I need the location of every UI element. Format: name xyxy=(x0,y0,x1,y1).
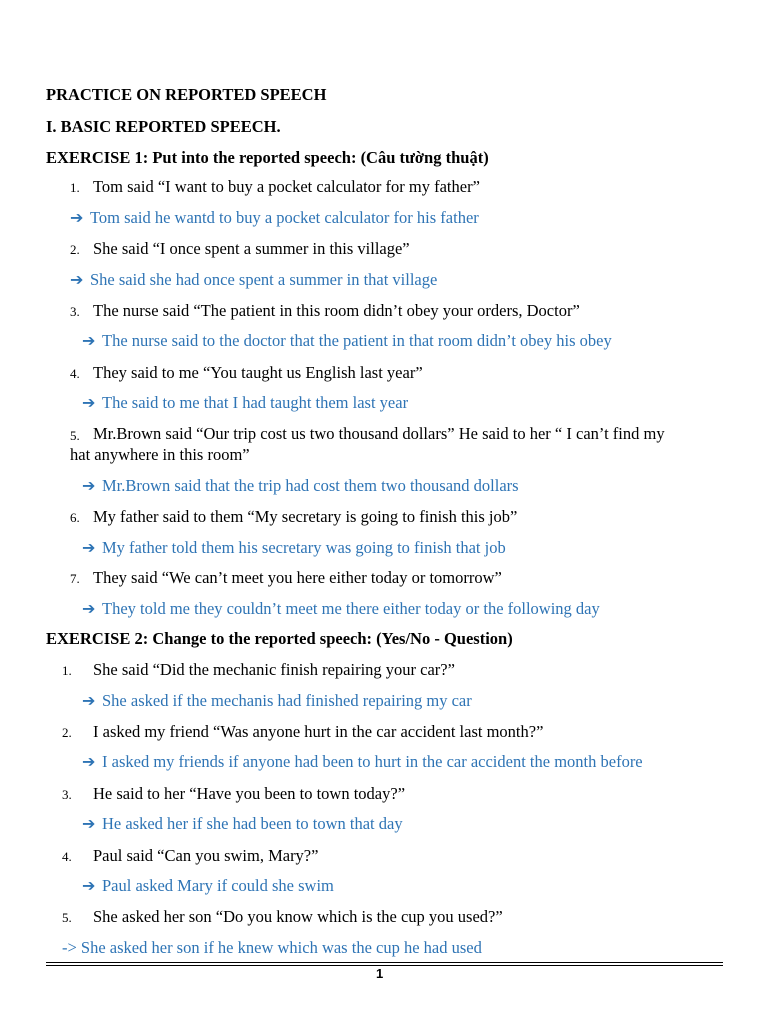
answer-text: She asked if the mechanis had finished repairing my car xyxy=(102,691,472,710)
answer-line xyxy=(82,393,408,414)
answer-line xyxy=(82,814,403,835)
answer-text: He asked her if she had been to town that day xyxy=(102,814,403,833)
answer-line xyxy=(82,599,600,620)
question-text-continued: hat anywhere in this room” xyxy=(70,445,250,464)
answer-line xyxy=(82,691,472,712)
arrow-icon: ➔ xyxy=(70,210,84,227)
arrow-icon: ➔ xyxy=(82,878,96,895)
answer-text: Paul asked Mary if could she swim xyxy=(102,876,334,895)
answer-text: My father told them his secretary was going to finish that job xyxy=(102,538,506,557)
answer-text: -> She asked her son if he knew which was the cup he had used xyxy=(62,938,482,957)
answer-text: Tom said he wantd to buy a pocket calculator for his father xyxy=(90,208,479,227)
answer-text: They told me they couldn’t meet me there either today or the following day xyxy=(102,599,600,618)
arrow-icon: ➔ xyxy=(82,395,96,412)
exercise1-heading: EXERCISE 1: Put into the reported speech: (Câu tường thuật) xyxy=(46,148,489,167)
item-number: 2. xyxy=(70,242,80,257)
answer-line xyxy=(82,476,519,497)
question-text: They said “We can’t meet you here either today or tomorrow” xyxy=(93,568,502,587)
answer-text: The nurse said to the doctor that the patient in that room didn’t obey his obey xyxy=(102,331,612,350)
section-heading: I. BASIC REPORTED SPEECH. xyxy=(46,117,281,136)
answer-text: The said to me that I had taught them last year xyxy=(102,393,409,412)
item-number: 1. xyxy=(62,663,72,678)
answer-text: I asked my friends if anyone had been to hurt in the car accident the month before xyxy=(102,752,643,771)
question-text: She asked her son “Do you know which is the cup you used?” xyxy=(93,907,503,926)
answer-line xyxy=(82,752,643,773)
item-number: 5. xyxy=(70,428,80,443)
question-text: The nurse said “The patient in this room didn’t obey your orders, Doctor” xyxy=(93,301,580,320)
item-number: 2. xyxy=(62,725,72,740)
item-number: 3. xyxy=(70,304,80,319)
question-text: She said “I once spent a summer in this village” xyxy=(93,239,410,258)
question-text: She said “Did the mechanic finish repairing your car?” xyxy=(93,660,455,679)
item-number: 3. xyxy=(62,787,72,802)
arrow-icon: ➔ xyxy=(82,816,96,833)
question-text: Mr.Brown said “Our trip cost us two thousand dollars” He said to her “ I can’t find my xyxy=(93,424,665,443)
arrow-icon: ➔ xyxy=(82,754,96,771)
question-text: They said to me “You taught us English last year” xyxy=(93,363,423,382)
question-text: Paul said “Can you swim, Mary?” xyxy=(93,846,319,865)
exercise2-heading: EXERCISE 2: Change to the reported speech: (Yes/No - Question) xyxy=(46,629,513,648)
answer-line xyxy=(82,331,612,352)
document-title: PRACTICE ON REPORTED SPEECH xyxy=(46,85,327,104)
item-number: 5. xyxy=(62,910,72,925)
footer-divider xyxy=(46,962,723,963)
arrow-icon: ➔ xyxy=(82,333,96,350)
question-text: Tom said “I want to buy a pocket calculator for my father” xyxy=(93,177,480,196)
answer-text: Mr.Brown said that the trip had cost them two thousand dollars xyxy=(102,476,519,495)
footer-divider xyxy=(46,965,723,966)
item-number: 1. xyxy=(70,180,80,195)
item-number: 6. xyxy=(70,510,80,525)
question-text: He said to her “Have you been to town today?” xyxy=(93,784,406,803)
answer-line xyxy=(82,876,334,897)
item-number: 7. xyxy=(70,571,80,586)
question-text: I asked my friend “Was anyone hurt in the car accident last month?” xyxy=(93,722,544,741)
arrow-icon: ➔ xyxy=(82,693,96,710)
answer-line xyxy=(82,538,506,559)
answer-line xyxy=(70,270,437,291)
arrow-icon: ➔ xyxy=(82,601,96,618)
answer-text: She said she had once spent a summer in that village xyxy=(90,270,438,289)
arrow-icon: ➔ xyxy=(70,272,84,289)
item-number: 4. xyxy=(62,849,72,864)
item-number: 4. xyxy=(70,366,80,381)
answer-line xyxy=(70,208,479,229)
arrow-icon: ➔ xyxy=(82,478,96,495)
question-text: My father said to them “My secretary is going to finish this job” xyxy=(93,507,518,526)
arrow-icon: ➔ xyxy=(82,540,96,557)
page-number: 1 xyxy=(376,966,384,981)
